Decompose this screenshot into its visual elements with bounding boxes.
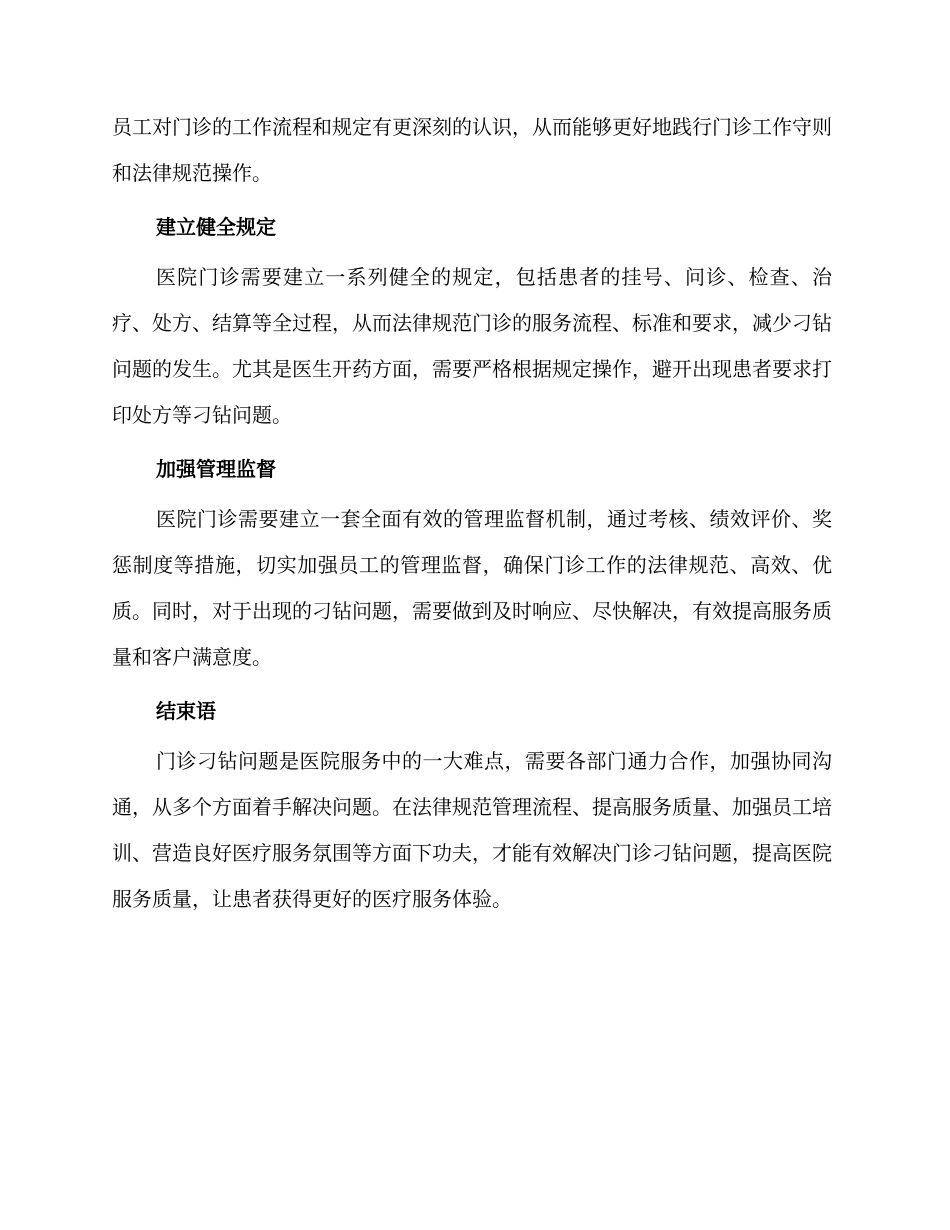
document-page [112, 104, 832, 922]
section-body-supervision: 医院门诊需要建立一套全面有效的管理监督机制，通过考核、绩效评价、奖惩制度等措施，切实加强员工的管理监督，确保门诊工作的法律规范、高效、优质。同时，对于出现的刁钻问题，需要做到及时响应、尽快解决，有效提高服务质量和客户满意度。 [112, 507, 832, 669]
section-body-regulations: 医院门诊需要建立一系列健全的规定，包括患者的挂号、问诊、检查、治疗、处方、结算等全过程，从而法律规范门诊的服务流程、标准和要求，减少刁钻问题的发生。尤其是医生开药方面，需要严格根据规定操作，避开出现患者要求打印处方等刁钻问题。 [112, 265, 832, 427]
section-body-conclusion: 门诊刁钻问题是医院服务中的一大难点，需要各部门通力合作，加强协同沟通，从多个方面着手解决问题。在法律规范管理流程、提高服务质量、加强员工培训、营造良好医疗服务氛围等方面下功夫，才能有效解决门诊刁钻问题，提高医院服务质量，让患者获得更好的医疗服务体验。 [112, 749, 832, 911]
intro-paragraph: 员工对门诊的工作流程和规定有更深刻的认识，从而能够更好地践行门诊工作守则和法律规范操作。 [112, 115, 832, 185]
section-heading-conclusion: 结束语 [156, 699, 216, 723]
section-heading-supervision: 加强管理监督 [156, 457, 276, 481]
section-heading-regulations: 建立健全规定 [156, 215, 276, 239]
